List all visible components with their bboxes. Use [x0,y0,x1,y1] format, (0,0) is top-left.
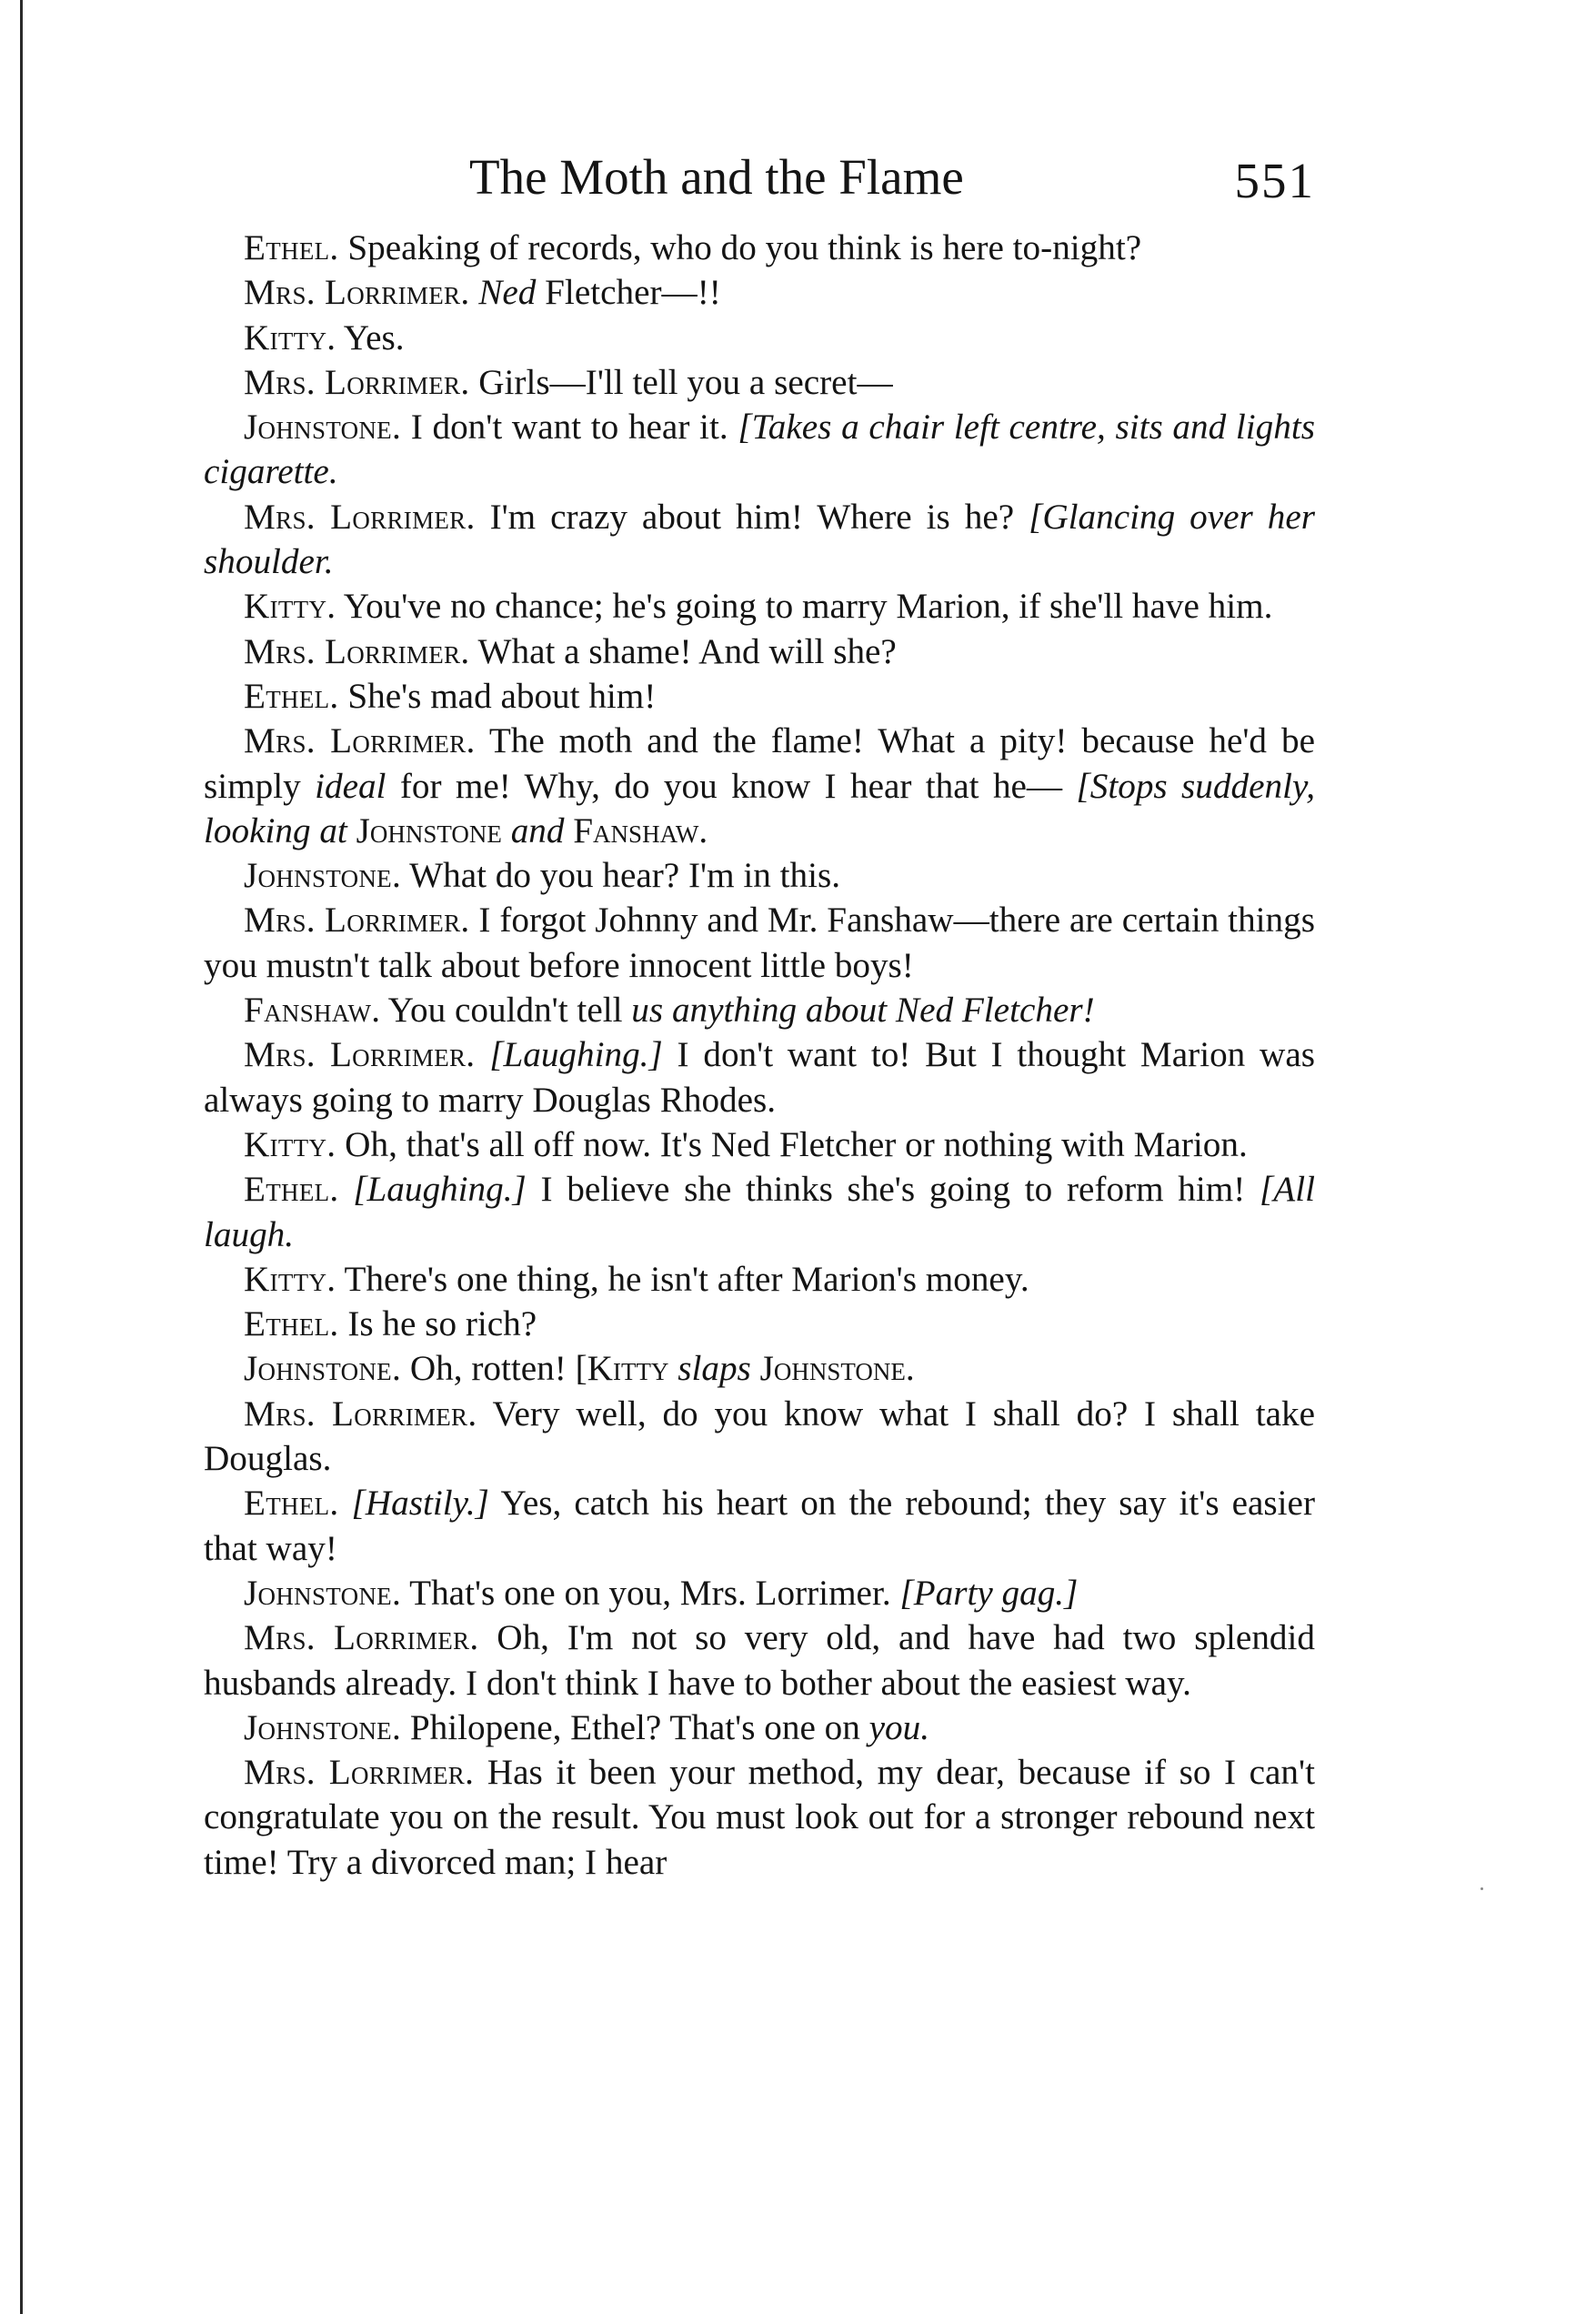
speech-fanshaw [204,988,1315,1032]
stage-direction: slaps [668,1349,760,1389]
speech-mrs-lorrimer [204,719,1315,853]
speech-text: What do you hear? I'm in this. [401,856,841,896]
stage-direction-name: Johnstone [356,810,502,850]
speech-text: I believe she thinks she's going to reform him! [526,1170,1260,1210]
stage-direction: and [501,810,574,850]
speaker-name: Mrs. Lorrimer. [244,900,470,941]
speaker-name: Mrs. Lorrimer. [244,1035,476,1075]
speaker-name: Mrs. Lorrimer. [244,631,470,671]
stage-direction-name: Fanshaw. [573,810,708,850]
speech-text: I'm crazy about him! Where is he? [475,497,1029,537]
speech-johnstone [204,1705,1315,1750]
speech-italic: Ned [469,273,537,313]
speech-mrs-lorrimer [204,360,1315,405]
speech-ethel [204,1481,1315,1571]
stage-direction: [Laughing.] [475,1035,663,1075]
stage-direction-name: Kitty [587,1349,669,1389]
speech-text: Philopene, Ethel? That's one on [401,1707,869,1747]
speech-mrs-lorrimer [204,1750,1315,1885]
speaker-name: Johnstone. [244,856,402,896]
speech-text: You've no chance; he's going to marry Marion, if she'll have him. [336,587,1273,627]
speech-mrs-lorrimer [204,898,1315,988]
speech-johnstone [204,405,1315,495]
speaker-name: Johnstone. [244,407,402,448]
speech-italic: ideal [315,766,386,806]
speaker-name: Ethel. [244,1304,339,1344]
speech-text: Has it been your method, my dear, because if so I can't congratulate you on the result. You must look out for a stronger rebound next time! Try a divorced man; I hear [204,1753,1315,1882]
speech-text: That's one on you, Mrs. Lorrimer. [401,1573,900,1613]
speech-ethel [204,226,1315,270]
running-head [204,146,1315,209]
stage-direction-name: Johnstone. [759,1349,915,1389]
speech-italic: you. [868,1707,930,1747]
speaker-name: Kitty. [244,317,336,357]
speech-text: Is he so rich? [338,1304,537,1344]
paper-speck [1481,1887,1483,1890]
stage-direction: [Stops suddenly, looking at [204,766,1315,850]
speaker-name: Mrs. Lorrimer. [244,273,470,313]
stage-direction: [Hastily.] [338,1484,489,1524]
running-title: The Moth and the Flame [469,149,964,205]
speech-text: What a shame! And will she? [469,631,897,671]
speech-text: Oh, that's all off now. It's Ned Fletcher or nothing with Marion. [336,1124,1248,1164]
speaker-name: Ethel. [244,676,339,716]
speech-mrs-lorrimer [204,1032,1315,1122]
speaker-name: Mrs. Lorrimer. [244,721,476,761]
stage-direction: [Laughing.] [338,1170,527,1210]
stage-direction: [All laugh. [204,1170,1315,1254]
speech-johnstone [204,1571,1315,1615]
speech-mrs-lorrimer [204,629,1315,674]
page-number: 551 [1234,153,1315,208]
speech-text: I don't want to! But I thought Marion was always going to marry Douglas Rhodes. [204,1035,1315,1120]
speech-text: Girls—I'll tell you a secret— [469,362,893,402]
speech-text: The moth and the flame! What a pity! because he'd be simply [204,721,1315,806]
speech-ethel [204,1302,1315,1346]
speech-text: Speaking of records, who do you think is here to-night? [338,228,1142,267]
speaker-name: Mrs. Lorrimer. [244,1393,477,1434]
speaker-name: Ethel. [244,1170,339,1210]
speech-text: Oh, rotten! [ [401,1349,587,1389]
speaker-name: Ethel. [244,1484,339,1524]
speaker-name: Mrs. Lorrimer. [244,1618,479,1658]
speech-text: I don't want to hear it. [401,407,738,448]
speech-mrs-lorrimer [204,1615,1315,1705]
speech-text: for me! Why, do you know I hear that he— [386,766,1077,806]
speaker-name: Fanshaw. [244,991,381,1031]
speech-text: She's mad about him! [338,676,657,716]
speech-text: Yes, catch his heart on the rebound; they say it's easier that way! [204,1484,1315,1568]
speaker-name: Kitty. [244,1259,336,1299]
play-text [204,226,1315,1885]
speech-mrs-lorrimer [204,495,1315,585]
speaker-name: Johnstone. [244,1573,402,1613]
speech-mrs-lorrimer [204,1392,1315,1482]
speech-text: Fletcher—!! [536,273,721,313]
binding-edge-line [20,0,23,2314]
speaker-name: Johnstone. [244,1349,402,1389]
speech-text: Oh, I'm not so very old, and have had two splendid husbands already. I don't think I have to bother about the easiest way. [204,1618,1315,1703]
speech-text: I forgot Johnny and Mr. Fanshaw—there are certain things you mustn't talk about before innocent little boys! [204,900,1315,985]
speech-ethel [204,1167,1315,1257]
speech-text: Very well, do you know what I shall do? I shall take Douglas. [204,1393,1315,1479]
speech-italic: us anything about Ned Fletcher! [631,991,1095,1031]
speech-kitty [204,1257,1315,1302]
speech-johnstone [204,1346,1315,1391]
stage-direction: [Takes a chair left centre, sits and lights cigarette. [204,407,1316,492]
speech-kitty [204,316,1315,360]
speech-text: You couldn't tell [380,991,632,1031]
stage-direction: [Glancing over her shoulder. [204,497,1315,582]
speech-kitty [204,584,1315,629]
speaker-name: Kitty. [244,587,336,627]
speech-mrs-lorrimer [204,270,1315,315]
speech-text: Yes. [336,317,405,357]
speech-johnstone [204,853,1315,898]
speaker-name: Mrs. Lorrimer. [244,362,470,402]
speech-ethel [204,674,1315,719]
speaker-name: Mrs. Lorrimer. [244,497,476,537]
speech-kitty [204,1122,1315,1167]
speaker-name: Johnstone. [244,1707,402,1747]
speech-text: There's one thing, he isn't after Marion's money. [336,1259,1029,1299]
speaker-name: Kitty. [244,1124,336,1164]
speaker-name: Mrs. Lorrimer. [244,1753,475,1793]
stage-direction: [Party gag.] [899,1573,1079,1613]
speaker-name: Ethel. [244,228,339,267]
